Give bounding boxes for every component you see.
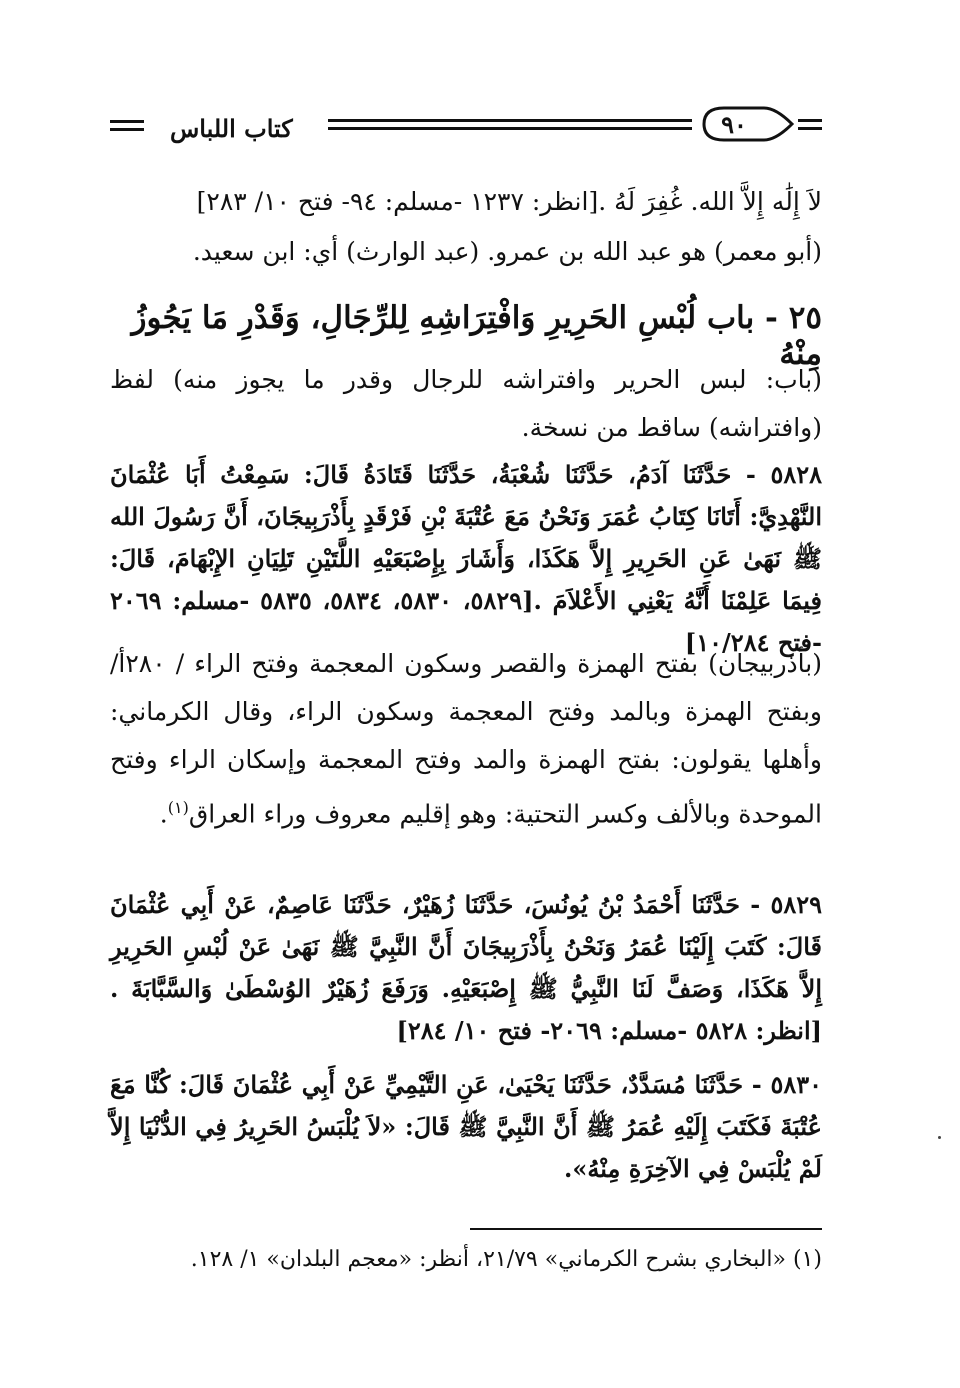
header-rule-bottom [328,127,692,130]
chapter-note: (باب: لبس الحرير وافتراشه للرجال وقدر ما يجوز منه) لفظ (وافتراشه) ساقط من نسخة. [110,365,822,442]
commentary-text: (بأذربيجان) بفتح الهمزة والقصر وسكون المعجمة وفتح الراء / ٢٨٠أ/ وبفتح الهمزة وبالمد وفتح المعجمة وسكون الراء، وقال الكرماني: وأهلها يقولون: بفتح الهمزة والمد وفتح المعجمة وإسكان الراء وفتح الموحدة وبالألف وكسر التحتية: وهو إقليم معروف وراء العراق [110,649,822,829]
hadith-5829: ٥٨٢٩ - حَدَّثَنَا أَحْمَدُ بْنُ يُونُسَ، حَدَّثَنَا زُهَيْرٌ، حَدَّثَنَا عَاصِمٌ، عَنْ أَبِي عُثْمَانَ قَالَ: كَتَبَ إِلَيْنَا عُمَرُ وَنَحْنُ بِأَذْرَبِيجَانَ أَنَّ النَّبِيَّ ﷺ نَهَىٰ عَنْ لُبْسِ الحَرِيرِ إِلاَّ هَكَذَا، وَصَفَّ لَنَا النَّبِيُّ ﷺ إِصْبَعَيْهِ. وَرَفَعَ زُهَيْرٌ الوُسْطَىٰ وَالسَّبَّابَةَ .[انظر: ٥٨٢٨ -مسلم: ٢٠٦٩- فتح ١٠/ ٢٨٤] [110,890,822,1045]
header-dash-top [110,120,144,123]
scan-speck [938,1136,941,1139]
header-end-dash-bottom [798,127,822,130]
hadith-5828: ٥٨٢٨ - حَدَّثَنَا آدَمُ، حَدَّثَنَا شُعْبَةُ، حَدَّثَنَا قَتَادَةُ قَالَ: سَمِعْتُ أَبَا عُثْمَانَ النَّهْدِيَّ: أَتَانَا كِتَابُ عُمَرَ وَنَحْنُ مَعَ عُتْبَةَ بْنِ فَرْقَدٍ بِأَذْرَبِيجَانَ، أَنَّ رَسُولَ الله ﷺ نَهَىٰ عَنِ الحَرِيرِ إِلاَّ هَكَذَا، وَأَشَارَ بِإِصْبَعَيْهِ اللَّتَيْنِ تَلِيَانِ الإِبْهَامَ، قَالَ: فِيمَا عَلِمْنَا أَنَّهُ يَعْنِي الأَعْلاَمَ .[٥٨٢٩، ٥٨٣٠، ٥٨٣٤، ٥٨٣٥ -مسلم: ٢٠٦٩ -فتح ١٠/٢٨٤] [110,460,823,657]
note-abu-mamar: (أبو معمر) هو عبد الله بن عمرو. (عبد الوارث) أي: ابن سعيد. [192,237,822,266]
text-line-top: لاَ إِلَٰه إِلاَّ الله. غُفِرَ لَهُ .[انظر: ١٢٣٧ -مسلم: ٩٤- فتح ١٠/ ٢٨٣] [196,187,822,216]
footnote: (١) «البخاري بشرح الكرماني» ٢١/٧٩، أنظر: «معجم البلدان» ١/ ١٢٨. [190,1247,822,1272]
footnote-divider [470,1228,822,1230]
header-rule-top [328,119,692,122]
header-end-dash-top [798,119,822,122]
book-title: كتاب اللباس [170,114,293,143]
footnote-ref: (١) [167,798,189,817]
chapter-heading: ٢٥ - باب لُبْسِ الحَرِيرِ وَافْتِرَاشِهِ لِلرِّجَالِ، وَقَدْرِ مَا يَجُوزُ مِنْهُ [131,300,822,372]
commentary-end: . [159,799,168,829]
page-number-badge [694,104,794,144]
commentary [110,640,822,838]
page-number: ٩٠ [721,110,747,139]
header-dash-bottom [110,128,144,131]
page-header [110,100,822,156]
hadith-5830: ٥٨٣٠ - حَدَّثَنَا مُسَدَّدٌ، حَدَّثَنَا يَحْيَىٰ، عَنِ التَّيْمِيِّ عَنْ أَبِي عُثْمَانَ قَالَ: كُنَّا مَعَ عُتْبَةَ فَكَتَبَ إِلَيْهِ عُمَرُ ﷺ أَنَّ النَّبِيَّ ﷺ قَالَ: «لاَ يُلْبَسُ الحَرِيرُ فِي الدُّنْيَا إِلاَّ لَمْ يُلْبَسْ فِي الآخِرَةِ مِنْهُ». [110,1070,822,1183]
